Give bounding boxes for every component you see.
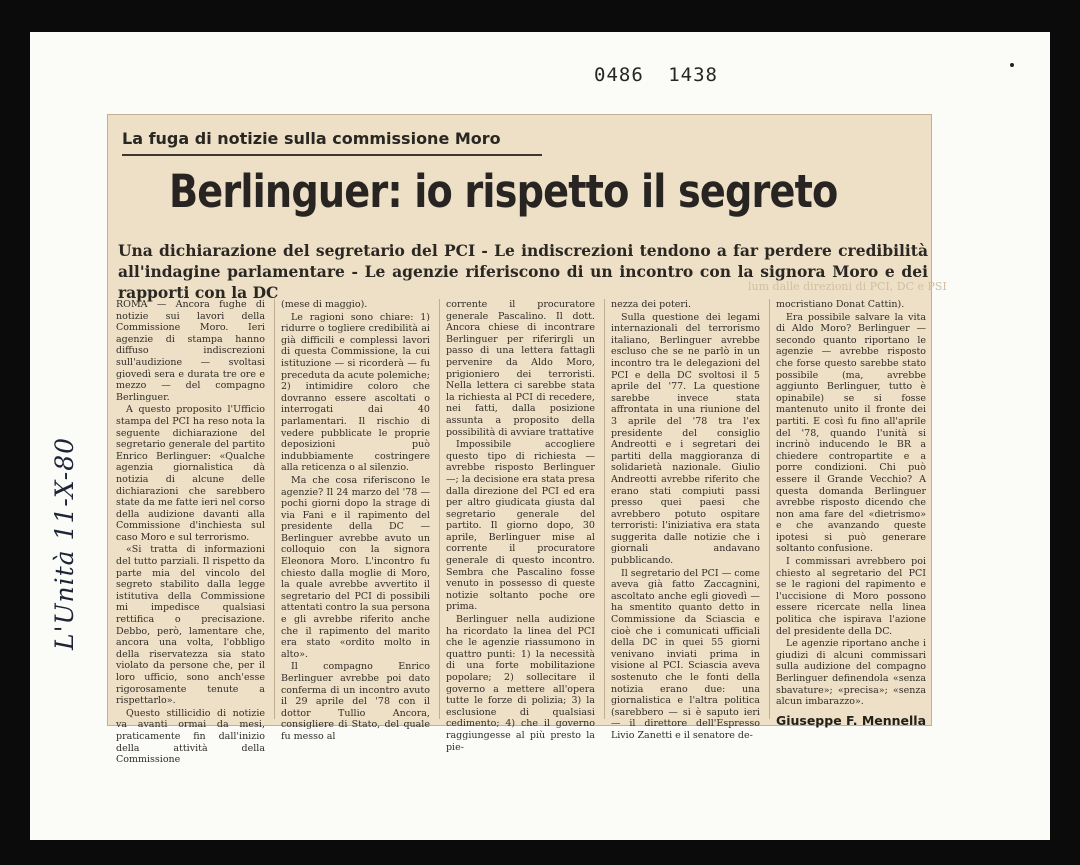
paper-speck [1010,63,1014,67]
article-paragraph: A questo proposito l'Ufficio stampa del PCI ha reso nota la seguente dichiarazione del segretario generale del partito Enrico Berlinguer: «Qualche agenzia giornalistica dà notizia di alcune delle dichiarazioni che sarebbero state da me fatte ieri nel corso della audizione davanti alla Commissione d'inchiesta sul caso Moro e sul terrorismo. [116,404,265,543]
article-subhead: Una dichiarazione del segretario del PCI - Le indiscrezioni tendono a far perdere credibilità all'indagine parlamentare - Le agenzie riferiscono di un incontro con la signora Moro e dei rapporti con la DC [118,241,928,302]
article-headline: Berlinguer: io rispetto il segreto [169,165,838,218]
article-paragraph: Era possibile salvare la vita di Aldo Moro? Berlinguer — secondo quanto riportano le agenzie — avrebbe risposto che forse questo sarebbe stato possibile (ma, avrebbe aggiunto Berlinguer, tutto è opinabile) se si fosse mantenuto unito il fronte dei partiti. E così fu fino all'aprile del '78, quando l'unità si incrinò inducendo le BR a chiedere contropartite e a porre condizioni. Chi può essere il Grande Vecchio? A questa domanda Berlinguer avrebbe risposto dicendo che non ama fare del «dietrismo» e che avanzando queste ipotesi si può generare soltanto confusione. [775,311,927,555]
newspaper-clipping [107,114,947,766]
handwritten-source-note: L'Unità 11-X-80 [50,436,79,650]
article-paragraph: Sulla questione dei legami internazionali del terrorismo italiano, Berlinguer avrebbe escluso che se ne parlò in un incontro tra le delegazioni del PCI e della DC svoltosi il 5 aprile del '77. La questione sarebbe invece stata affrontata in una riunione del 3 aprile del '78 tra l'ex presidente del consiglio Andreotti e i segretari dei partiti della maggioranza di solidarietà nazionale. Giulio Andreotti avrebbe riferito che erano stati compiuti passi presso quei paesi che avrebbero potuto ospitare terroristi: l'iniziativa era stata suggerita dalle notizie che i giornali andavano pubblicando. [610,311,760,567]
article-paragraph: corrente il procuratore generale Pascalino. Il dott. Ancora chiese di incontrare Berlinguer per riferirgli un passo di una lettera fattagli pervenire da Aldo Moro, prigioniero dei terroristi. Nella lettera ci sarebbe stata la richiesta al PCI di recedere, nei fatti, dalla posizione assunta a proposito della possibilità di avviare trattative [445,299,595,438]
article-paragraph: Il segretario del PCI — come aveva già fatto Zaccagnini, ascoltato anche egli giovedì — ha smentito quanto detto in Commissione da Sciascia e cioè che i comunicati ufficiali della DC in quei 55 giorni venivano inviati prima in visione al PCI. Sciascia aveva sostenuto che le fonti della notizia erano due: una giornalistica e l'altra politica (sarebbero — si è saputo ieri — il direttore dell'Espresso Livio Zanetti e il senatore de- [610,567,760,741]
article-column [604,299,760,741]
article-column [776,299,926,709]
article-kicker: La fuga di notizie sulla commissione Moro [122,129,542,156]
article-paragraph: mocristiano Donat Cattin). [775,299,905,310]
article-paragraph: Questo stillicidio di notizie va avanti ormai da mesi, praticamente fin dall'inizio della attività della Commissione [116,707,265,766]
archive-number: 0486 1438 [594,64,718,86]
article-column [274,299,430,742]
article-paragraph: Il compagno Enrico Berlinguer avrebbe poi dato conferma di un incontro avuto il 29 aprile del '78 con il dottor Tullio Ancora, consigliere di Stato, del quale fu messo al [280,661,430,742]
article-paragraph: Impossibile accogliere questo tipo di richiesta — avrebbe risposto Berlinguer —; la decisione era stata presa dalla direzione del PCI ed era per altro giudicata giusta dal segretario generale del partito. Il giorno dopo, 30 aprile, Berlinguer mise al corrente il procuratore generale di questo incontro. Sembra che Pascalino fosse venuto in possesso di queste notizie soltanto poche ore prima. [445,439,595,613]
article-paragraph: I commissari avrebbero poi chiesto al segretario del PCI se le ragioni del rapimento e l'uccisione di Moro possono essere ricercate nella linea politica che ispirava l'azione del presidente della DC. [775,556,927,637]
article-body [116,299,927,766]
article-paragraph: «Si tratta di informazioni del tutto parziali. Il rispetto da parte mia del vincolo del segreto stabilito dalla legge istitutiva della Commissione mi impedisce qualsiasi rettifica o precisazione. Debbo, però, lamentare che, ancora una volta, l'obbligo della riservatezza sia stato violato da persone che, per il loro ufficio, sono anch'esse rigorosamente tenute a rispettarlo». [116,544,265,707]
article-paragraph: Le ragioni sono chiare: 1) ridurre o togliere credibilità ai già difficili e complessi lavori di questa Commissione, la cui istituzione — si ricorderà — fu preceduta da acute polemiche; 2) intimidire coloro che dovranno essere ascoltati o interrogati dai 40 parlamentari. Il rischio di vedere pubblicate le proprie deposizioni può indubbiamente costringere alla reticenza o al silenzio. [280,311,430,474]
article-column [439,299,595,753]
article-paragraph: (mese di maggio). [280,299,368,310]
show-through-text: lum dalle direzioni di PCI, DC e PSI [748,280,947,293]
article-paragraph: Le agenzie riportano anche i giudizi di alcuni commissari sulla audizione del compagno Berlinguer definendola «senza sbavature»; «precisa»; «senza alcun imbarazzo». [775,638,927,708]
article-paragraph: Ma che cosa riferiscono le agenzie? Il 24 marzo del '78 — pochi giorni dopo la strage di via Fani e il rapimento del presidente della DC — Berlinguer avrebbe avuto un colloquio con la signora Eleonora Moro. L'incontro fu chiesto dalla moglie di Moro, la quale avrebbe avvertito il segretario del PCI di possibili attentati contro la sua persona e gli avrebbe riferito anche che il rapimento del marito era stato «ordito molto in alto». [280,474,430,660]
article-paragraph: nezza dei poteri. [610,299,691,310]
article-byline: Giuseppe F. Mennella [775,712,927,728]
article-paragraph: ROMA — Ancora fughe di notizie sui lavori della Commissione Moro. Ieri agenzie di stampa hanno diffuso indiscrezioni sull'audizione — svoltasi giovedì sera e durata tre ore e mezzo — del compagno Berlinguer. [116,299,265,403]
article-column [116,299,265,766]
article-paragraph: Berlinguer nella audizione ha ricordato la linea del PCI che le agenzie riassumono in quattro punti: 1) la necessità di una forte mobilitazione popolare; 2) sollecitare il governo a mettere all'opera tutte le forze di polizia; 3) la esclusione di qualsiasi cedimento; 4) che il governo raggiungesse al più presto la pie- [445,614,595,753]
article-last-column [769,299,927,728]
